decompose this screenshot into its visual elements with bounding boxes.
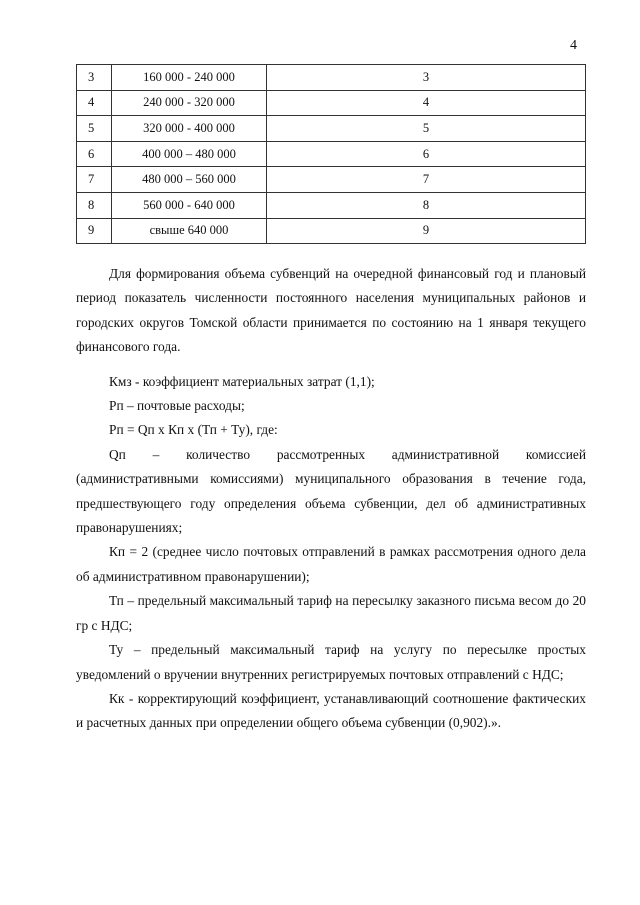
document-body: [76, 262, 586, 736]
paragraph-qp: Qп – количество рассмотренных административной комиссией (административными комиссиями) муниципального образования в течение года, предшествующего году определения объема субвенции, дел об административных правонарушениях;: [76, 446, 586, 536]
population-range-cell: 560 000 - 640 000: [112, 192, 267, 218]
subvention-table: [76, 64, 586, 244]
value-cell: 9: [267, 218, 586, 244]
paragraph-tu: Ту – предельный максимальный тариф на услугу по пересылке простых уведомлений о вручении внутренних регистрируемых почтовых отправлений с НДС;: [76, 642, 586, 682]
population-range-cell: 160 000 - 240 000: [112, 65, 267, 91]
row-number-cell: 5: [77, 116, 112, 142]
population-range-cell: 400 000 – 480 000: [112, 141, 267, 167]
value-cell: 6: [267, 141, 586, 167]
value-cell: 4: [267, 90, 586, 116]
row-number-cell: 9: [77, 218, 112, 244]
value-cell: 7: [267, 167, 586, 193]
row-number-cell: 7: [77, 167, 112, 193]
population-range-cell: 480 000 – 560 000: [112, 167, 267, 193]
table-row: [77, 90, 586, 116]
table-row: [77, 192, 586, 218]
table-row: [77, 65, 586, 91]
paragraph-population: Для формирования объема субвенций на очередной финансовый год и плановый период показатель численности постоянного населения муниципальных районов и городских округов Томской области принимается по состоянию на 1 января текущего финансового года.: [76, 266, 586, 355]
population-range-cell: свыше 640 000: [112, 218, 267, 244]
value-cell: 5: [267, 116, 586, 142]
row-number-cell: 6: [77, 141, 112, 167]
paragraph-kk: Кк - корректирующий коэффициент, устанавливающий соотношение фактических и расчетных данных при определении общего объема субвенции (0,902).».: [76, 690, 586, 731]
population-range-cell: 240 000 - 320 000: [112, 90, 267, 116]
value-cell: 8: [267, 192, 586, 218]
paragraph-kmz: Кмз - коэффициент материальных затрат (1,1);: [109, 373, 375, 389]
paragraph-rp-formula: Рп = Qп x Кп x (Тп + Ту), где:: [109, 422, 278, 438]
row-number-cell: 4: [77, 90, 112, 116]
paragraph-kp: Кп = 2 (среднее число почтовых отправлений в рамках рассмотрения одного дела об административном правонарушении);: [76, 544, 586, 584]
row-number-cell: 8: [77, 192, 112, 218]
paragraph-tp: Тп – предельный максимальный тариф на пересылку заказного письма весом до 20 гр с НДС;: [76, 593, 586, 633]
population-range-cell: 320 000 - 400 000: [112, 116, 267, 142]
table-row: [77, 167, 586, 193]
page-number: 4: [570, 38, 577, 53]
table-row: [77, 116, 586, 142]
table-row: [77, 218, 586, 244]
paragraph-rp: Рп – почтовые расходы;: [109, 398, 245, 414]
value-cell: 3: [267, 65, 586, 91]
row-number-cell: 3: [77, 65, 112, 91]
table-row: [77, 141, 586, 167]
